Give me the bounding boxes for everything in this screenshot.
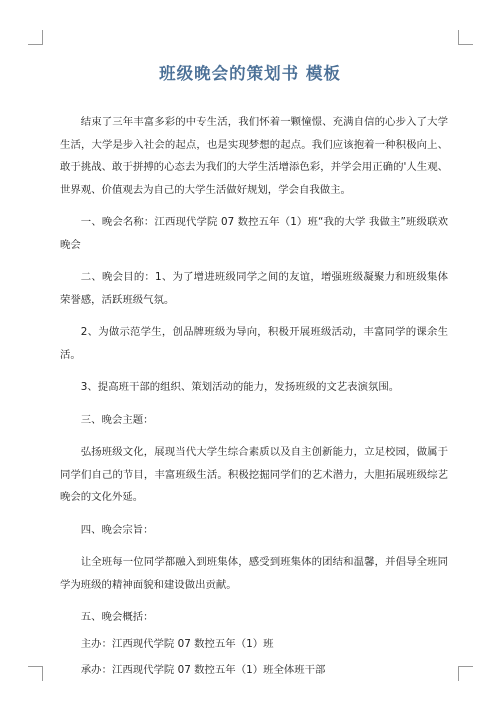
document-title: 班级晚会的策划书 模板 [159,64,341,83]
heading-theme: 三、晚会主题： [80,413,154,426]
crop-mark-top-right [458,30,473,45]
document-body [60,111,448,686]
paragraph-purpose-1: 二、晚会目的：1、为了增进班级同学之间的友谊，增强班级凝聚力和班级集体荣誉感，活跃班级气氛。 [60,271,448,307]
crop-mark-bottom-right [458,666,473,681]
crop-mark-bottom-left [28,666,43,681]
paragraph-event-name: 一、晚会名称：江西现代学院 07 数控五年（1）班“我的大学 我做主”班级联欢晚会 [60,216,448,252]
crop-mark-top-left [28,30,43,45]
paragraph-intro: 结束了三年丰富多彩的中专生活，我们怀着一颗憧憬、充满自信的心步入了大学生活，大学是步入社会的起点，也是实现梦想的起点。我们应该抱着一种积极向上、敢于挑战、敢于拼搏的心态去为我们的大学生活增添色彩，并学会用正确的'人生观、世界观、价值观去为自己的大学生活做好规划，学会自我做主。 [60,116,448,197]
paragraph-purpose-2: 2、为做示范学生，创品牌班级为导向，积极开展班级活动，丰富同学的课余生活。 [60,326,448,362]
paragraph-host: 主办：江西现代学院 07 数控五年（1）班 [80,637,274,650]
paragraph-organizer: 承办：江西现代学院 07 数控五年（1）班全体班干部 [80,664,326,677]
paragraph-theme: 弘扬班级文化，展现当代大学生综合素质以及自主创新能力，立足校园，做属于同学们自己的节目，丰富班级生活。积极挖掘同学们的艺术潜力，大胆拓展班级综艺晚会的文化外延。 [60,446,448,504]
paragraph-purpose-3: 3、提高班干部的组织、策划活动的能力，发扬班级的文艺表演氛围。 [80,381,400,394]
paragraph-tenet: 让全班每一位同学都融入到班集体，感受到班集体的团结和温馨，并倡导全班同学为班级的精神面貌和建设做出贡献。 [60,556,448,591]
heading-overview: 五、晚会概括： [80,611,154,623]
heading-tenet: 四、晚会宗旨： [80,523,154,536]
